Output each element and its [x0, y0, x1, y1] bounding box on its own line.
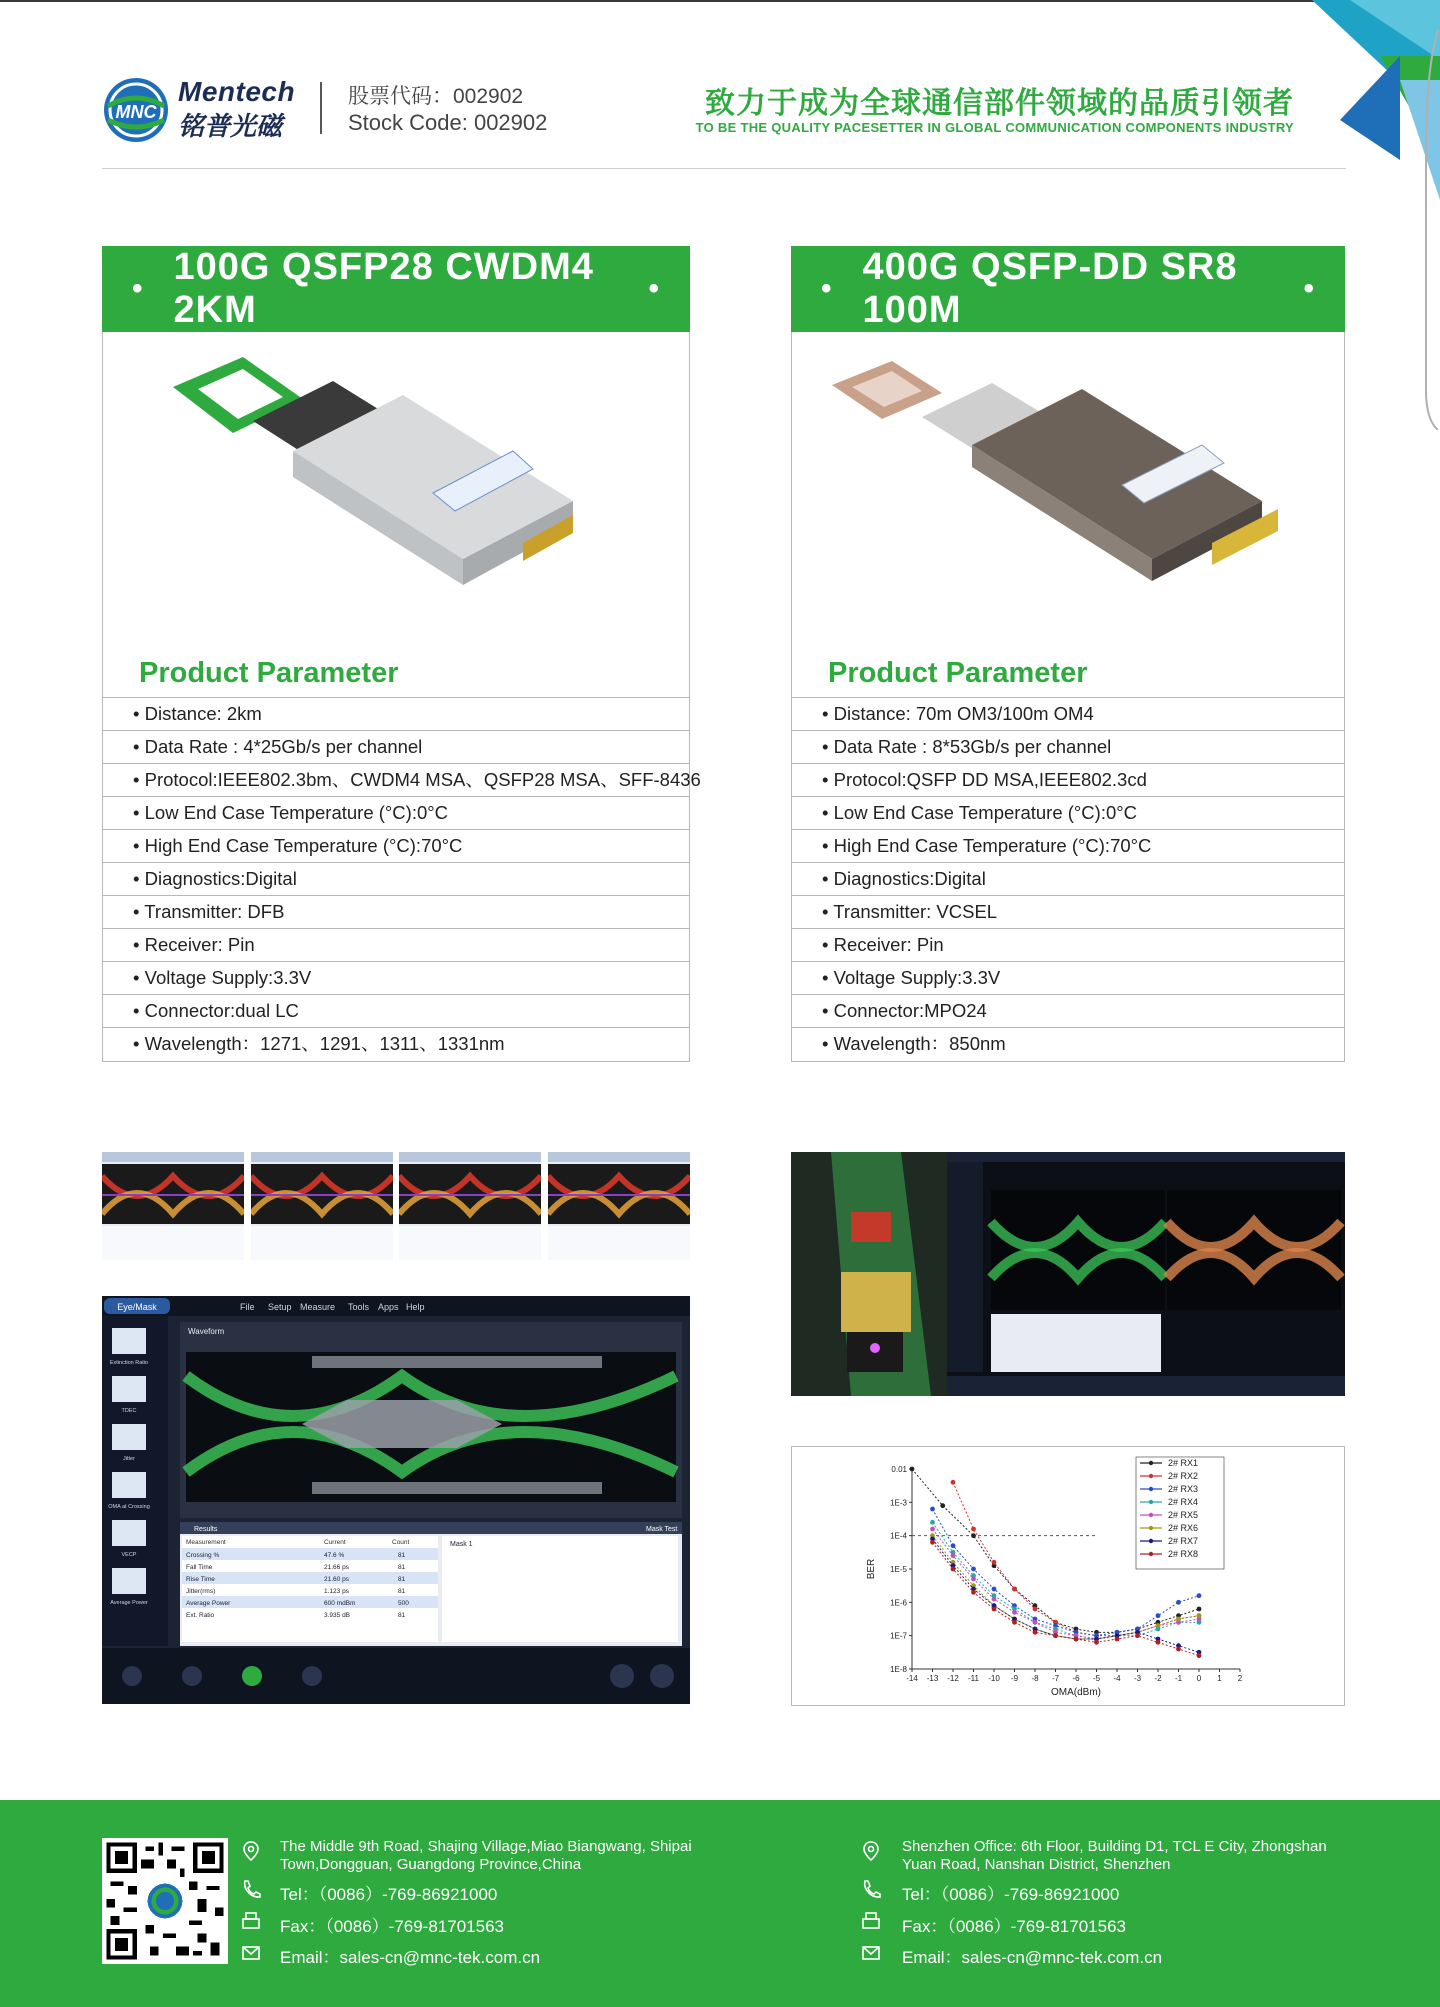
test-setup-photo — [791, 1152, 1345, 1396]
param-value: Receiver: Pin — [833, 934, 944, 955]
series-point-8 — [1074, 1637, 1079, 1642]
x-axis-title: OMA(dBm) — [1051, 1687, 1101, 1698]
legend-label: 2# RX4 — [1168, 1497, 1199, 1507]
x-tick-label: -11 — [968, 1674, 979, 1683]
param-value: Protocol:QSFP DD MSA,IEEE802.3cd — [833, 769, 1147, 790]
series-point-8 — [1033, 1630, 1038, 1635]
series-point-3 — [1156, 1613, 1161, 1618]
parameter-list — [792, 697, 1344, 1061]
product-panel-100g — [102, 246, 701, 1062]
legend-label: 2# RX7 — [1168, 1536, 1199, 1546]
results-label: Results — [194, 1526, 218, 1533]
param-receiver: • Receiver: Pin — [103, 929, 689, 962]
brand-name-en: Mentech — [178, 76, 296, 107]
fax-icon — [860, 1910, 882, 1932]
param-protocol: • Protocol:QSFP DD MSA,IEEE802.3cd — [792, 764, 1344, 797]
location-icon — [860, 1840, 882, 1862]
series-point-3 — [1197, 1593, 1202, 1598]
param-value: Wavelength：850nm — [833, 1033, 1006, 1054]
legend-marker — [1149, 1552, 1153, 1556]
menu-help: Help — [406, 1302, 425, 1312]
eye-diagram-thumb — [548, 1152, 690, 1260]
y-tick-label: 1E-3 — [890, 1498, 907, 1508]
footer-address-left: The Middle 9th Road, Shajing Village,Miao Biangwang, Shipai Town,Dongguan, Guangdong Province,China — [280, 1838, 692, 1873]
series-point-5 — [951, 1553, 956, 1558]
series-point-6 — [1176, 1617, 1181, 1622]
tool-average-power: Average Power — [110, 1600, 148, 1606]
param-voltage: • Voltage Supply:3.3V — [792, 962, 1344, 995]
slogan-en: TO BE THE QUALITY PACESETTER IN GLOBAL COMMUNICATION COMPONENTS INDUSTRY — [695, 120, 1294, 135]
series-point-8 — [1176, 1647, 1181, 1652]
row-crossing-name: Crossing % — [186, 1552, 220, 1559]
param-transmitter: • Transmitter: VCSEL — [792, 896, 1344, 929]
param-diagnostics: • Diagnostics:Digital — [792, 863, 1344, 896]
footer-email-left[interactable]: Email：sales-cn@mnc-tek.com.cn — [280, 1948, 541, 1967]
row-er-value: 3.935 dB — [324, 1612, 351, 1619]
oscilloscope-screenshot — [102, 1296, 690, 1704]
param-value: Protocol:IEEE802.3bm、CWDM4 MSA、QSFP28 MSA、SFF-8436 — [144, 769, 701, 790]
series-point-8 — [1197, 1653, 1202, 1658]
legend-marker — [1149, 1461, 1153, 1465]
series-point-2 — [951, 1480, 956, 1485]
x-tick-label: -10 — [988, 1674, 1000, 1683]
param-high-temp: • High End Case Temperature (°C):70°C — [103, 830, 689, 863]
row-er-name: Ext. Ratio — [186, 1612, 215, 1619]
tool-tdec: TDEC — [121, 1408, 137, 1414]
legend-marker — [1149, 1513, 1153, 1517]
bullet-dot: • — [821, 272, 833, 305]
series-point-8 — [992, 1607, 997, 1612]
series-point-1 — [971, 1533, 976, 1538]
qsfp-dd-module-image — [792, 333, 1346, 651]
x-tick-label: 2 — [1237, 1674, 1243, 1683]
eye-diagram-thumb — [251, 1152, 393, 1260]
series-point-3 — [992, 1587, 997, 1592]
param-value: Data Rate : 8*53Gb/s per channel — [833, 736, 1112, 757]
row-crossing-count: 81 — [398, 1552, 406, 1559]
param-receiver: • Receiver: Pin — [792, 929, 1344, 962]
menu-apps: Apps — [378, 1302, 399, 1312]
series-point-6 — [1197, 1613, 1202, 1618]
footer-tel-right: Tel：（0086）-769-86921000 — [902, 1885, 1120, 1904]
param-value: Voltage Supply:3.3V — [833, 967, 1001, 988]
ber-chart — [791, 1446, 1345, 1706]
row-rise-value: 21.60 ps — [324, 1576, 349, 1583]
param-transmitter: • Transmitter: DFB — [103, 896, 689, 929]
param-value: Transmitter: DFB — [144, 901, 285, 922]
param-value: Diagnostics:Digital — [144, 868, 297, 889]
tool-jitter: Jitter — [123, 1456, 135, 1462]
mask-test-label: Mask Test — [646, 1526, 678, 1533]
product-title-bar — [791, 246, 1345, 332]
product-panel-400g — [791, 246, 1345, 1062]
product-title-bar — [102, 246, 690, 332]
series-point-8 — [951, 1567, 956, 1572]
row-er-count: 81 — [398, 1612, 406, 1619]
parameter-heading: Product Parameter — [828, 657, 1088, 689]
series-point-3 — [971, 1567, 976, 1572]
page-footer — [0, 1800, 1440, 2007]
x-tick-label: -2 — [1154, 1674, 1162, 1683]
col-current: Current — [324, 1539, 346, 1546]
x-tick-label: -14 — [906, 1674, 918, 1683]
y-tick-label: 1E-6 — [890, 1598, 907, 1608]
legend-marker — [1149, 1487, 1153, 1491]
x-tick-label: 0 — [1196, 1674, 1202, 1683]
row-fall-value: 21.66 ps — [324, 1564, 349, 1571]
legend-label: 2# RX1 — [1168, 1458, 1199, 1468]
row-fall-count: 81 — [398, 1564, 406, 1571]
header-rule — [102, 168, 1346, 169]
legend-marker — [1149, 1526, 1153, 1530]
series-point-1 — [940, 1503, 945, 1508]
x-tick-label: -9 — [1010, 1674, 1019, 1683]
logo-text: MNC — [115, 102, 157, 122]
y-tick-label: 0.01 — [891, 1465, 907, 1474]
row-jitter-value: 1.123 ps — [324, 1588, 349, 1595]
brand-name-cn: 铭普光磁 — [178, 111, 283, 141]
legend-label: 2# RX8 — [1168, 1549, 1199, 1559]
series-point-3 — [1176, 1600, 1181, 1605]
series-point-3 — [930, 1507, 935, 1512]
row-jitter-count: 81 — [398, 1588, 406, 1595]
mnc-logo — [102, 76, 172, 144]
param-value: Receiver: Pin — [144, 934, 255, 955]
x-tick-label: -5 — [1092, 1674, 1101, 1683]
series-point-1 — [910, 1467, 915, 1472]
slogan-cn: 致力于成为全球通信部件领域的品质引领者 — [705, 87, 1294, 120]
tool-vecp: VECP — [121, 1552, 137, 1558]
footer-fax-left: Fax：（0086）-769-81701563 — [280, 1917, 504, 1936]
legend-marker — [1149, 1539, 1153, 1543]
series-point-8 — [1012, 1620, 1017, 1625]
waveform-label: Waveform — [188, 1327, 225, 1336]
series-point-8 — [1094, 1640, 1099, 1645]
footer-fax-right: Fax：（0086）-769-81701563 — [902, 1917, 1126, 1936]
y-tick-label: 1E-4 — [890, 1531, 907, 1541]
footer-address-right: Shenzhen Office: 6th Floor, Building D1, TCL E City, Zhongshan Yuan Road, Nanshan District, Shenzhen — [902, 1838, 1327, 1873]
param-low-temp: • Low End Case Temperature (°C):0°C — [103, 797, 689, 830]
param-value: Wavelength：1271、1291、1311、1331nm — [144, 1033, 505, 1054]
qsfp28-module-image — [103, 333, 691, 651]
y-tick-label: 1E-7 — [890, 1631, 907, 1641]
footer-email-right[interactable]: Email：sales-cn@mnc-tek.com.cn — [902, 1948, 1163, 1967]
param-voltage: • Voltage Supply:3.3V — [103, 962, 689, 995]
tool-oma: OMA at Crossing — [108, 1504, 150, 1510]
menu-measure: Measure — [300, 1302, 336, 1312]
legend-marker — [1149, 1474, 1153, 1478]
param-value: High End Case Temperature (°C):70°C — [833, 835, 1152, 856]
param-data-rate: • Data Rate : 8*53Gb/s per channel — [792, 731, 1344, 764]
param-wavelength: • Wavelength：850nm — [822, 1033, 1006, 1054]
param-high-temp: • High End Case Temperature (°C):70°C — [792, 830, 1344, 863]
legend-label: 2# RX5 — [1168, 1510, 1199, 1520]
param-value: Low End Case Temperature (°C):0°C — [144, 802, 449, 823]
product-title: 400G QSFP-DD SR8 100M — [862, 246, 1238, 331]
x-tick-label: -13 — [926, 1674, 939, 1683]
row-power-value: 600 mdBm — [324, 1600, 356, 1607]
param-data-rate: • Data Rate : 4*25Gb/s per channel — [103, 731, 689, 764]
row-rise-name: Rise Time — [186, 1576, 215, 1583]
series-point-8 — [1053, 1633, 1058, 1638]
menu-file: File — [240, 1302, 255, 1312]
footer-tel-left: Tel：（0086）-769-86921000 — [280, 1885, 498, 1904]
series-point-8 — [1156, 1640, 1161, 1645]
series-point-2 — [1012, 1587, 1017, 1592]
menu-tools: Tools — [348, 1302, 370, 1312]
series-point-3 — [951, 1543, 956, 1548]
top-border-line — [0, 0, 1440, 2]
param-value: Connector:dual LC — [144, 1000, 299, 1021]
eye-diagram-thumb — [102, 1152, 244, 1260]
legend-label: 2# RX2 — [1168, 1471, 1199, 1481]
stock-code-cn: 股票代码：002902 — [348, 85, 524, 108]
mask-1-label: Mask 1 — [450, 1541, 473, 1548]
param-connector: • Connector:MPO24 — [792, 995, 1344, 1028]
x-tick-label: 1 — [1217, 1674, 1222, 1683]
series-point-8 — [1115, 1637, 1120, 1642]
series-point-5 — [971, 1577, 976, 1582]
parameter-list — [103, 697, 701, 1061]
row-crossing-value: 47.6 % — [324, 1552, 345, 1559]
param-value: Transmitter: VCSEL — [833, 901, 998, 922]
param-protocol: • Protocol:IEEE802.3bm、CWDM4 MSA、QSFP28 MSA、SFF-8436 — [103, 764, 689, 797]
x-tick-label: -1 — [1174, 1674, 1183, 1683]
param-value: Distance: 2km — [144, 703, 262, 724]
param-connector: • Connector:dual LC — [103, 995, 689, 1028]
email-icon — [860, 1942, 882, 1964]
param-low-temp: • Low End Case Temperature (°C):0°C — [792, 797, 1344, 830]
legend-marker — [1149, 1500, 1153, 1504]
series-point-2 — [1033, 1607, 1038, 1612]
product-title: 100G QSFP28 CWDM4 2KM — [173, 246, 594, 331]
param-value: Voltage Supply:3.3V — [144, 967, 312, 988]
eye-diagram-thumbnails — [102, 1152, 690, 1260]
series-point-5 — [992, 1597, 997, 1602]
bullet-dot: • — [132, 272, 144, 305]
eye-diagram-thumb — [399, 1152, 541, 1260]
tool-extinction-ratio: Extinction Ratio — [109, 1360, 149, 1366]
param-value: Data Rate : 4*25Gb/s per channel — [144, 736, 423, 757]
param-value: Connector:MPO24 — [833, 1000, 987, 1021]
parameter-heading: Product Parameter — [139, 657, 399, 689]
param-value: High End Case Temperature (°C):70°C — [144, 835, 463, 856]
page-header — [102, 76, 1346, 174]
param-value: Distance: 70m OM3/100m OM4 — [833, 703, 1094, 724]
series-point-2 — [992, 1560, 997, 1565]
email-icon — [240, 1942, 262, 1964]
fax-icon — [240, 1910, 262, 1932]
series-point-8 — [971, 1590, 976, 1595]
row-power-name: Average Power — [186, 1600, 231, 1607]
phone-icon — [240, 1878, 262, 1900]
x-tick-label: -4 — [1113, 1674, 1121, 1683]
row-jitter-name: Jitter(rms) — [186, 1588, 216, 1595]
series-point-1 — [1197, 1607, 1202, 1612]
bullet-dot: • — [648, 272, 660, 305]
row-rise-count: 81 — [398, 1576, 406, 1583]
col-measurement: Measurement — [186, 1539, 226, 1546]
series-point-5 — [1012, 1610, 1017, 1615]
location-icon — [240, 1840, 262, 1862]
x-tick-label: -7 — [1051, 1674, 1060, 1683]
y-tick-label: 1E-5 — [890, 1565, 907, 1574]
param-value: Low End Case Temperature (°C):0°C — [833, 802, 1138, 823]
col-count: Count — [392, 1539, 410, 1546]
header-divider — [320, 82, 322, 134]
x-tick-label: -8 — [1031, 1674, 1039, 1683]
y-tick-label: 1E-8 — [890, 1665, 907, 1674]
y-axis-title: BER — [866, 1558, 877, 1580]
param-distance: • Distance: 70m OM3/100m OM4 — [792, 698, 1344, 731]
param-value: Diagnostics:Digital — [833, 868, 986, 889]
param-wavelength: • Wavelength：1271、1291、1311、1331nm — [133, 1033, 505, 1054]
row-fall-name: Fall Time — [186, 1564, 213, 1571]
x-tick-label: -6 — [1072, 1674, 1080, 1683]
series-point-6 — [1156, 1623, 1161, 1628]
legend-label: 2# RX6 — [1168, 1523, 1199, 1533]
series-point-8 — [930, 1540, 935, 1545]
series-point-5 — [930, 1527, 935, 1532]
phone-icon — [860, 1878, 882, 1900]
ber-chart-svg — [792, 1447, 1344, 1705]
legend-label: 2# RX3 — [1168, 1484, 1199, 1494]
side-curve-decoration — [1420, 30, 1440, 430]
param-diagnostics: • Diagnostics:Digital — [103, 863, 689, 896]
series-point-2 — [971, 1527, 976, 1532]
menu-setup: Setup — [268, 1302, 292, 1312]
bullet-dot: • — [1303, 272, 1315, 305]
x-tick-label: -3 — [1133, 1674, 1142, 1683]
tab-eye-mask: Eye/Mask — [117, 1302, 157, 1312]
stock-code-en: Stock Code: 002902 — [348, 110, 548, 135]
series-point-8 — [1135, 1633, 1140, 1638]
series-point-5 — [1033, 1620, 1038, 1625]
qr-code — [102, 1838, 228, 1964]
row-power-count: 500 — [398, 1600, 409, 1607]
x-tick-label: -12 — [947, 1674, 959, 1683]
param-distance: • Distance: 2km — [103, 698, 689, 731]
series-point-4 — [930, 1520, 935, 1525]
